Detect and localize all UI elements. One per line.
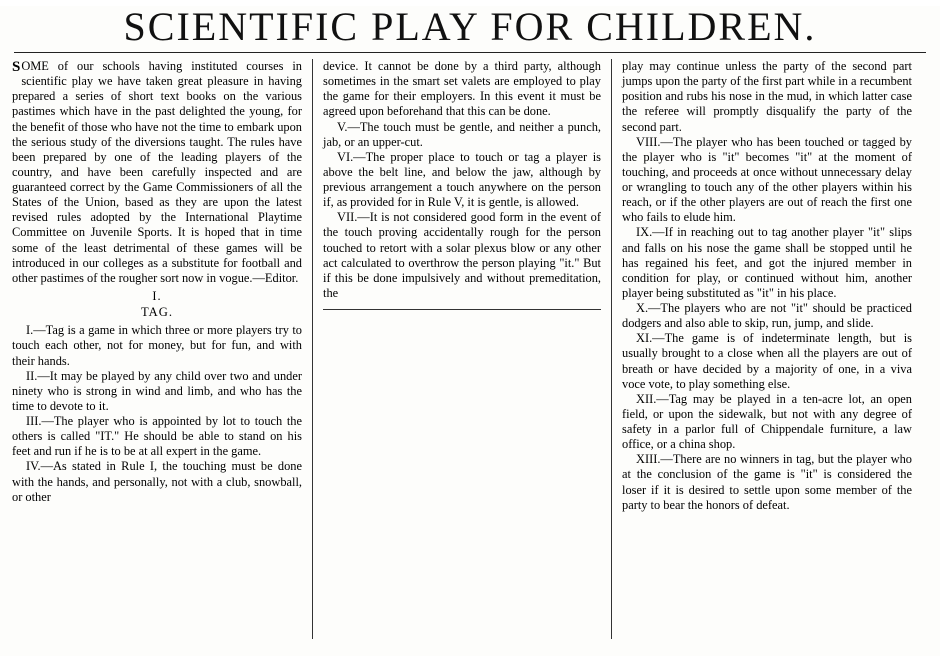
rule-paragraph: VII.—It is not considered good form in the event of the touch proving accidentally rough for the person touched to retort with a solar plexus blow or any other act calculated to overthrow the person playing "it." But if this be done impulsively and without premeditation, the (323, 210, 601, 300)
rule-paragraph: play may continue unless the party of the second part jumps upon the party of the first part while in a recumbent position and rubs his nose in the mud, in which latter case the referee will promptly disqualify the party of the second part. (622, 59, 912, 134)
newspaper-page (0, 6, 940, 656)
rule-paragraph: IX.—If in reaching out to tag another player "it" slips and falls on his nose the game shall be stopped until he has regained his feet, and got the injured member in condition for play, or continued without him, another player being substituted as "it" in his place. (622, 225, 912, 300)
section-number: I. (152, 288, 162, 303)
article-columns (0, 59, 940, 639)
rule-paragraph: VIII.—The player who has been touched or tagged by the player who is "it" becomes "it" at the moment of touching, and proceeds at once without unnecessary delay or wrangling to touch any of the other players within his reach, or if the other players are out of reach the first one who fails to elude him. (622, 134, 912, 225)
page-title: SCIENTIFIC PLAY FOR CHILDREN. (123, 4, 817, 49)
rule-paragraph: X.—The players who are not "it" should be practiced dodgers and also able to skip, run, jump, and slide. (622, 301, 912, 331)
rule-paragraph: VI.—The proper place to touch or tag a player is above the belt line, and below the jaw, although by previous arrangement a touch anywhere on the person if, as provided for in Rule V, it is gentle, is allowed. (323, 149, 601, 210)
headline-divider (14, 52, 926, 53)
column-one (12, 59, 312, 639)
section-title: TAG. (140, 305, 174, 319)
column-two-blank-space (323, 310, 601, 490)
rule-paragraph: IV.—As stated in Rule I, the touching must be done with the hands, and personally, not with a club, snowball, or other (12, 459, 302, 504)
intro-text: OME of our schools having instituted courses in scientific play we have taken great pleasure in having prepared a series of short text books on the various pastimes which have in the past delighted the young, for the benefit of those who have not the time to embark upon the serious study of the diversions taught. The rules have been prepared by one of the leading players of the country, and have been carefully inspected and are guaranteed correct by the Game Commissioners of all the States of the Union, based as they are upon the latest revised rules adopted by the International Playtime Committee on Juvenile Sports. It is hoped that in time some of the least detrimental of these games will be introduced in our colleges as a substitute for football and other pastimes of the rougher sort now in vogue.—Editor. (12, 59, 302, 285)
rule-paragraph: III.—The player who is appointed by lot to touch the others is called "IT." He should be able to stand on his feet and run if he is to be at all expert in the game. (12, 414, 302, 459)
rule-paragraph: V.—The touch must be gentle, and neither a punch, jab, or an upper-cut. (323, 119, 601, 149)
rule-paragraph: II.—It may be played by any child over two and under ninety who is strong in wind and limb, and who has the time to devote to it. (12, 368, 302, 413)
column-three (612, 59, 912, 639)
intro-paragraph (12, 59, 302, 286)
rule-paragraph: XIII.—There are no winners in tag, but the player who at the conclusion of the game is "it" is considered the loser if it is desired to settle upon some member of the party to bear the honors of defeat. (622, 452, 912, 512)
drop-cap: S (12, 59, 21, 75)
rule-paragraph: XII.—Tag may be played in a ten-acre lot, an open field, or upon the sidewalk, but not with any degree of safety in a parlor full of Chippendale furniture, a law office, or a china shop. (622, 391, 912, 452)
rule-paragraph: device. It cannot be done by a third party, although sometimes in the smart set valets are employed to play the game for their employers. In this event it must be agreed upon beforehand that this can be done. (323, 59, 601, 119)
rule-paragraph: XI.—The game is of indeterminate length, but is usually brought to a close when all the players are out of breath or have decided by a majority of one, in a viva voce vote, to play something else. (622, 331, 912, 391)
rule-paragraph: I.—Tag is a game in which three or more players try to touch each other, not for money, but for fun, and with their hands. (12, 323, 302, 368)
column-two (312, 59, 612, 639)
